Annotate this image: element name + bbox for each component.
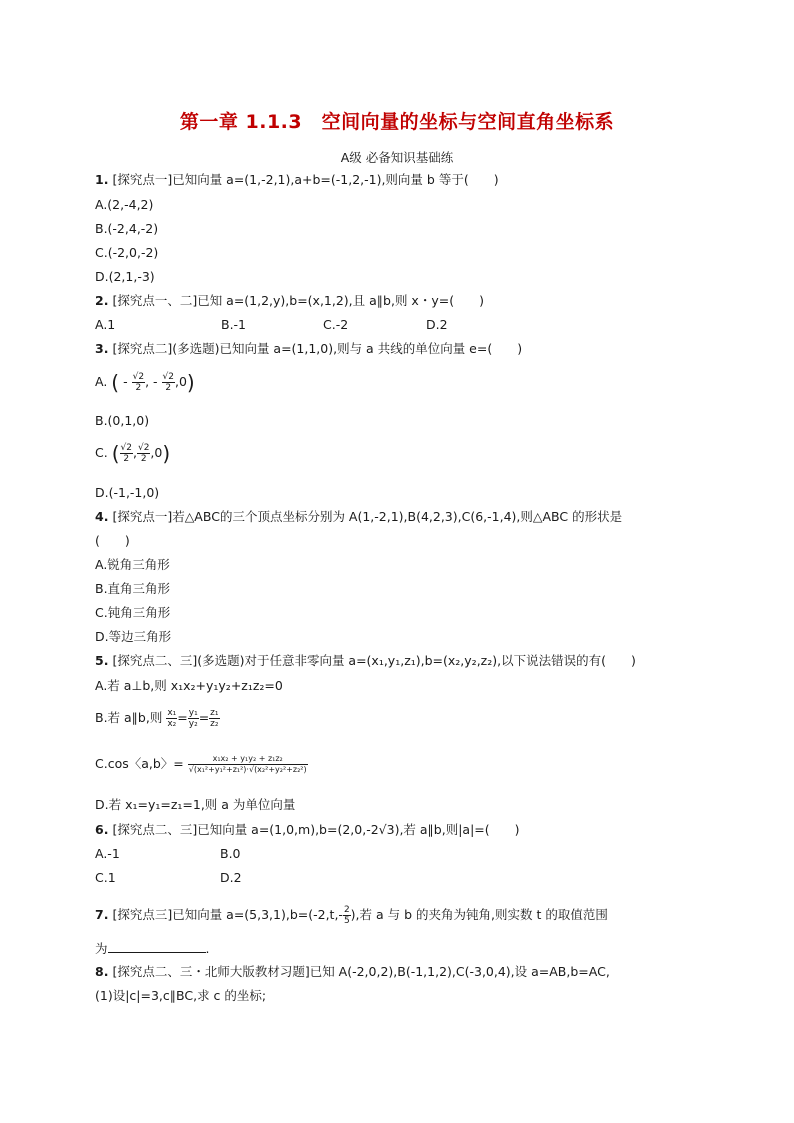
option-a: A.(2,-4,2) (95, 197, 154, 212)
fraction: $\frac{\text{z₁}}{\text{z₂}}$ (210, 708, 219, 729)
question-number: 5. (95, 653, 109, 668)
section-subtitle: A级 必备知识基础练 (340, 150, 454, 165)
fraction: $\frac{\text{x₁}}{\text{x₂}}$ (167, 708, 177, 729)
option-a: A.锐角三角形 (95, 557, 170, 572)
question-stem: [探究点一、二]已知 a=(1,2,y),b=(x,1,2),且 a∥b,则 x・y=( ) (112, 293, 484, 308)
fraction: $\frac{√2}{2}$ (120, 443, 132, 464)
question-number: 4. (95, 509, 109, 524)
option-a: A.-1 (95, 846, 120, 861)
option-c: C. ( $\frac{√2}{2}$ , $\frac{√2}{2}$ ,0) (95, 441, 171, 466)
question-2 (95, 293, 484, 309)
question-stem: [探究点一]已知向量 a=(1,-2,1),a+b=(-1,2,-1),则向量 b 等于( ) (112, 172, 499, 187)
question-4 (95, 509, 622, 525)
question-number: 1. (95, 172, 109, 187)
option-c: C.1 (95, 870, 116, 885)
option-b: B.直角三角形 (95, 581, 171, 596)
question-3 (95, 341, 522, 357)
option-d: D.(2,1,-3) (95, 269, 155, 284)
page-title: 第一章 1.1.3 空间向量的坐标与空间直角坐标系 (179, 111, 615, 133)
fraction: $\frac{√2}{2}$ (162, 372, 174, 393)
question-number: 6. (95, 822, 109, 837)
option-b: B.-1 (221, 317, 247, 332)
sub-question-1: (1)设|c|=3,c∥BC,求 c 的坐标; (95, 988, 267, 1003)
option-b: B.0 (220, 846, 241, 861)
question-stem: [探究点二、三]已知向量 a=(1,0,m),b=(2,0,-2√3),若 a∥b,则|a|=( ) (112, 822, 520, 837)
fraction: $\frac{2}{5}$ (343, 905, 350, 926)
fraction: $\frac{\text{y₁}}{\text{y₂}}$ (188, 708, 198, 729)
option-d: D.等边三角形 (95, 629, 172, 644)
fraction: $\frac{√2}{2}$ (137, 443, 150, 464)
question-stem: [探究点一]若△ABC的三个顶点坐标分别为 A(1,-2,1),B(4,2,3),C(6,-1,4),则△ABC 的形状是 (112, 509, 623, 524)
fraction: $\frac{√2}{2}$ (132, 372, 145, 393)
fraction: $\frac{\text{x₁x₂ + y₁y₂ + z₁z₂}}{\text{√(x₁²+y₁²+z₁²)·√(x₂²+y₂²+z₂²)}}$ (188, 754, 307, 774)
question-stem: [探究点二、三・北师大版教材习题]已知 A(-2,0,2),B(-1,1,2),C(-3,0,4),设 a=AB,b=AC, (112, 964, 610, 979)
option-c: C.(-2,0,-2) (95, 245, 159, 260)
option-c: C.cos〈a,b〉= $\frac{\text{x₁x₂ + y₁y₂ + z₁z₂}}{\text{√(x₁²+y₁²+z₁²)·√(x₂²+y₂²+z₂²)}}$ (95, 754, 307, 774)
option-d: D.若 x₁=y₁=z₁=1,则 a 为单位向量 (95, 797, 296, 812)
question-stem: [探究点二](多选题)已知向量 a=(1,1,0),则与 a 共线的单位向量 e=( ) (112, 341, 523, 356)
question-number: 7. (95, 907, 109, 922)
option-d: D.(-1,-1,0) (95, 485, 160, 500)
option-b: B.(0,1,0) (95, 413, 150, 428)
question-7-line2: 为 . (95, 941, 210, 956)
answer-paren: ( ) (95, 533, 130, 548)
question-number: 3. (95, 341, 109, 356)
option-a: A.1 (95, 317, 116, 332)
option-d: D.2 (426, 317, 448, 332)
option-b: B.(-2,4,-2) (95, 221, 159, 236)
question-1 (95, 172, 499, 188)
option-c: C.钝角三角形 (95, 605, 171, 620)
question-stem: [探究点三]已知向量 a=(5,3,1),b=(-2,t,- (112, 907, 343, 922)
question-5 (95, 653, 636, 669)
option-b: B.若 a∥b,则 $\frac{\text{x₁}}{\text{x₂}}$ = $\frac{\text{y₁}}{\text{y₂}}$ = $\frac{\text{z₁}}{\text{z₂}}$ (95, 708, 219, 729)
question-7 (95, 905, 608, 926)
question-number: 2. (95, 293, 109, 308)
question-8 (95, 964, 610, 980)
question-6 (95, 822, 520, 838)
option-d: D.2 (220, 870, 242, 885)
option-c: C.-2 (323, 317, 349, 332)
option-a: A. ( - $\frac{√2}{2}$ , - $\frac{√2}{2}$ ,0) (95, 370, 195, 395)
question-number: 8. (95, 964, 109, 979)
answer-blank[interactable] (108, 940, 206, 953)
question-stem: [探究点二、三](多选题)对于任意非零向量 a=(x₁,y₁,z₁),b=(x₂,y₂,z₂),以下说法错误的有( ) (112, 653, 636, 668)
question-stem-cont: ),若 a 与 b 的夹角为钝角,则实数 t 的取值范围 (350, 907, 608, 922)
option-a: A.若 a⊥b,则 x₁x₂+y₁y₂+z₁z₂=0 (95, 678, 283, 693)
